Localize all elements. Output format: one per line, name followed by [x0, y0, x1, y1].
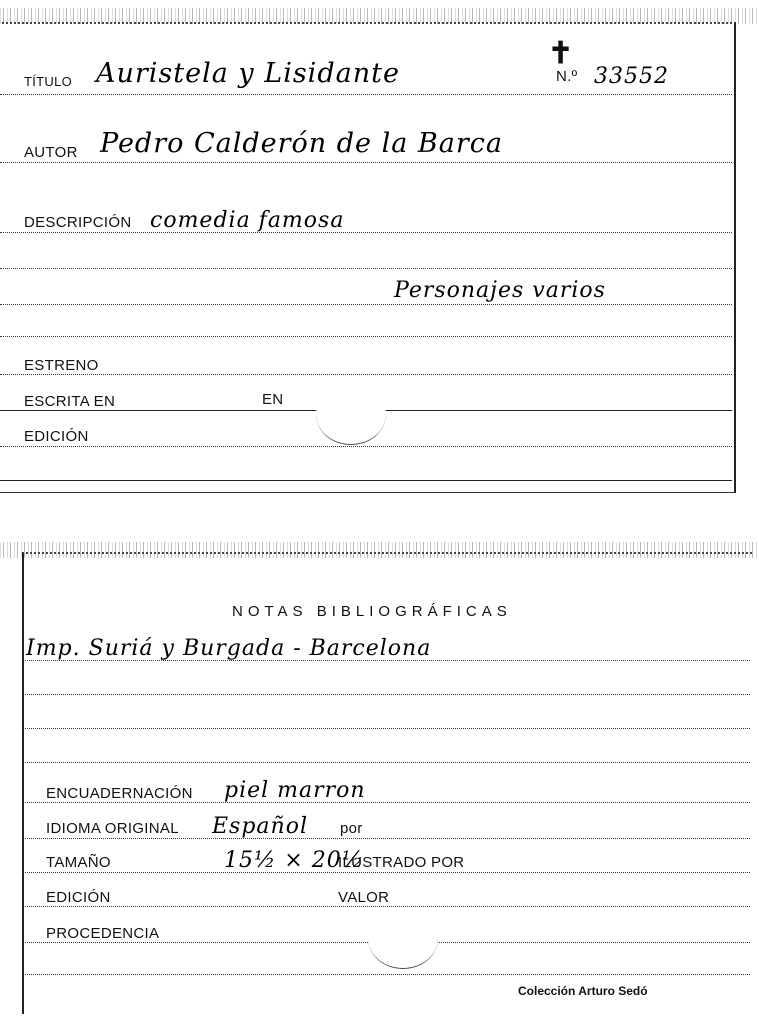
cross-mark: ✝	[548, 37, 574, 70]
por-label: por	[340, 820, 363, 837]
autor-rule	[0, 162, 732, 163]
estreno-label: ESTRENO	[24, 357, 99, 374]
ilustrado-label: ILUSTRADO POR	[338, 854, 465, 871]
descripcion-value: comedia famosa	[150, 208, 345, 233]
edicion-bottom-rule	[22, 906, 750, 907]
notas-rule-1	[22, 660, 750, 661]
idioma-label: IDIOMA ORIGINAL	[46, 820, 179, 837]
en-label: EN	[262, 391, 284, 408]
autor-label: AUTOR	[24, 144, 78, 161]
tamano-rule	[22, 872, 750, 873]
notas-heading: NOTAS BIBLIOGRÁFICAS	[232, 603, 512, 620]
personajes-rule	[0, 304, 732, 305]
blank-rule-2	[0, 336, 732, 337]
notas-rule-3	[22, 728, 750, 729]
numero-label: N.º	[556, 68, 578, 85]
escrita-en-label: ESCRITA EN	[24, 393, 116, 410]
notas-rule-2	[22, 694, 750, 695]
edicion-top-rule	[0, 446, 732, 447]
descripcion-rule	[0, 232, 732, 233]
edicion-top-label: EDICIÓN	[24, 428, 89, 445]
idioma-rule	[22, 838, 750, 839]
personajes-value: Personajes varios	[394, 278, 606, 303]
escrita-rule	[0, 410, 320, 411]
estreno-rule	[0, 374, 732, 375]
notas-rule-4	[22, 762, 750, 763]
tamano-label: TAMAÑO	[46, 854, 111, 871]
blank-rule-1	[0, 268, 732, 269]
paper-blot	[316, 384, 386, 445]
notas-value: Imp. Suriá y Burgada - Barcelona	[26, 636, 432, 661]
bottom-top-rule	[0, 480, 732, 481]
collection-footer: Colección Arturo Sedó	[518, 984, 648, 998]
valor-label: VALOR	[338, 889, 390, 906]
autor-value: Pedro Calderón de la Barca	[100, 128, 503, 159]
numero-value: 33552	[594, 64, 669, 89]
encuadernacion-value: piel marron	[224, 778, 366, 803]
encuadernacion-label: ENCUADERNACIÓN	[46, 785, 193, 802]
idioma-value: Español	[212, 814, 308, 839]
paper-blot-bottom	[368, 908, 438, 969]
titulo-rule	[0, 94, 732, 95]
edicion-bottom-label: EDICIÓN	[46, 889, 111, 906]
procedencia-label: PROCEDENCIA	[46, 925, 160, 942]
escrita-rule-right	[384, 410, 732, 411]
tamano-value: 15½ × 20½	[224, 848, 365, 873]
descripcion-label: DESCRIPCIÓN	[24, 214, 132, 231]
bottom-rule	[22, 974, 750, 975]
encuadernacion-rule	[22, 802, 750, 803]
titulo-value: Auristela y Lisidante	[96, 58, 400, 89]
titulo-label: TÍTULO	[24, 74, 73, 89]
